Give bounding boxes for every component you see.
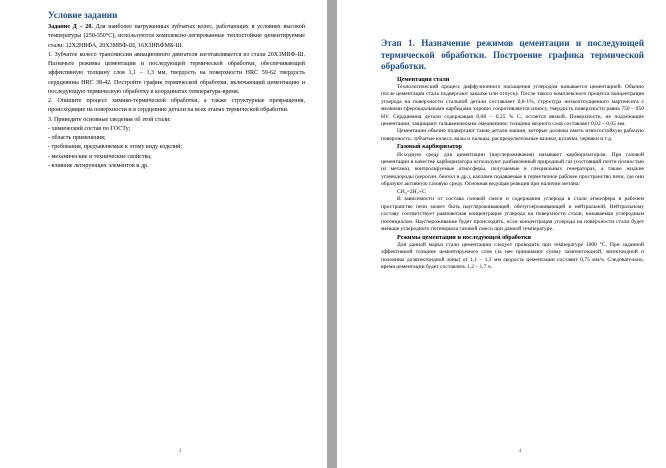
list-item: - требования, предъявляемые к этому виду изделий; (48, 144, 183, 151)
task-text: Для наиболее нагруженных зубчатых колес, работающих в условиях высокой температуры (250-350°С), используются комплексно-легированные теплостойкие цементируемые стали: 12Х2НВФА, 20Х3МВФ-Ш, 16Х3НВФМБ-Ш. (48, 24, 305, 49)
task-label: Задание Д – 20. (48, 24, 93, 30)
paragraph: Исходную среду для цементации (науглероживания) называют карбюризатором. При газовой цементации в качестве карбюризатора используют разбавленный природный газ (состоящий почти полностью из метана), контролируемые атмосферы, получаемые в специальных генераторах, а также жидкие углеводороды (керосин, бензол и др.), каплями подаваемые в герметичное рабочее пространство печи, где они образуют активную газовую среду. Основная ведущая реакция при наличии метана: (381, 151, 644, 188)
task-paragraph (48, 23, 305, 51)
paragraph: Технологический процесс диффузионного насыщения углеродом называется цементацией. Обычно после цементации сталь подвергают закалке или отпуску. После такого комплексного процесса концентрация углерода на поверхности стальной детали составляет 0,8-1%, структура низкоотпущенного мартенсита с мелкими сфероидальными карбидами хорошо сопротивляется износу, твердость поверхности равна 750 – 950 HV. Сердцевина детали содержащая 0,08 – 0,25 % С, остается вязкой. Поверхности, не подлежащие цементации, защищают гальваническим омеднением; толщина медного слоя составляет 0,02 – 0,05 мм. (381, 83, 644, 127)
list-item: - механические и технические свойства; (48, 153, 152, 160)
formula: СН₄=2Н₂+С (397, 188, 426, 195)
paragraph: В зависимости от состава газовой смеси и содержания углерода в стали атмосфера в рабочем пространстве печи может быть науглероживающей, обезуглероживающей и нейтральной. Нейтральному составу соответствует равновесная концентрация углерода на поверхности стали, называемая углеродным потенциалом. Науглероживание будет происходить, если концентрация углерода на поверхности стали будет меньше углеродного потенциала газовой смеси при данной температуре. (381, 196, 644, 233)
list-item: 1. Зубчатое колесо трансмиссии авиационного двигателя изготавливается из стали 20Х3МВФ-Ш. Назначьте режимы цементации и последующей термической обработки, обеспечивающей эффективную толщину слоя 1,1 – 1,3 мм, твердость на поверхности HRC 59-62 твердость сердцевины HRC 38-42. Постройте график термической обработки, включающий цементацию и последующую термическую обработку в координатах температура-время. (48, 51, 305, 95)
section-title: Этап 1. Назначение режимов цементации и последующей термической обработки. Построение графика термической обработки. (381, 38, 644, 71)
page-title: Условие задании (48, 10, 118, 20)
list-item: - химический состав по ГОСТу; (48, 125, 131, 132)
document-page-right (337, 0, 666, 468)
subheading: Цементация стали (397, 75, 450, 83)
list-item: 2. Опишите процесс химико-термической обработки, а также структурные превращения, происходящие на поверхности и в сердцевине детали на всех этапах термической обработки. (48, 98, 305, 114)
subheading: Режимы цементации и последующей обработки (397, 233, 531, 241)
list-item: - влияние легирующих элементов и др. (48, 162, 149, 169)
page-number: 3 (178, 448, 182, 454)
page-number: 4 (518, 448, 522, 454)
list-item: - область применения; (48, 135, 106, 141)
paragraph: Для данной марки стали цементацию следует проводить при температуре 1000 °С. При заданной эффективной толщине цементируемого слоя (за нее принимают сумму заэвтектоидной, эвтектоидной и половины доэвтектоидной зоны) от 1,1 – 1,3 мм скорость цементации составит 0,75 мм/ч. Следовательно, время цементации будет составлять 1,2 – 1,7 ч. (381, 241, 644, 271)
paragraph: Цементации обычно подвергают такие детали машин, которые должны иметь износостойкую рабочую поверхность: зубчатые колеса, валы и пальцы, распределительные валики, кулачки, червяки и т.д. (381, 128, 644, 142)
subheading: Газовый карбюризатор (397, 143, 462, 151)
document-page-left (0, 0, 327, 468)
list-item: 3. Приведите основные сведения об этой стали: (48, 116, 171, 123)
